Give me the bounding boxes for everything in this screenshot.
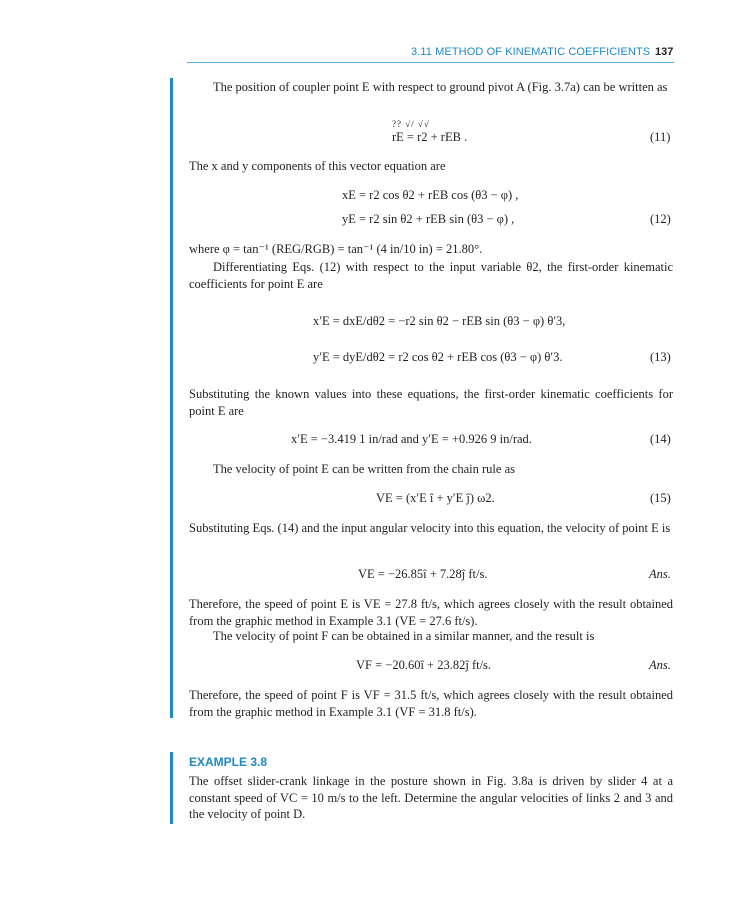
paragraph: Substituting Eqs. (14) and the input angular velocity into this equation, the velocity of point E is — [189, 521, 671, 535]
example-text: The offset slider-crank linkage in the posture shown in Fig. 3.8a is driven by slider 4 at a constant speed of VC = 10 m/s to the left. Determine the angular velocities of links 2 and 3 and the velocity of point D. — [189, 774, 673, 821]
equation-vf: VF = −20.60î + 23.82ĵ ft/s. — [356, 658, 492, 672]
example-bar — [170, 752, 173, 824]
equation-14: x′E = −3.419 1 in/rad and y′E = +0.926 9 in/rad. — [291, 432, 532, 446]
page-number: 137 — [655, 46, 674, 58]
equation-12b: yE = r2 sin θ2 + rEB sin (θ3 − φ) , — [342, 212, 515, 226]
paragraph: Therefore, the speed of point E is VE = 27.8 ft/s, which agrees closely with the result obtained from the graphic method in Example 3.1 (VE = 27.6 ft/s). — [189, 597, 673, 628]
continuation-bar — [170, 78, 173, 718]
equation-number: (14) — [650, 432, 671, 446]
equation-13a: x′E = dxE/dθ2 = −r2 sin θ2 − rEB sin (θ3 − φ) θ′3, — [313, 314, 566, 328]
example-title: EXAMPLE 3.8 — [189, 755, 268, 769]
equation-number: (15) — [650, 491, 671, 505]
header-rule — [187, 62, 674, 63]
paragraph: The velocity of point F can be obtained in a similar manner, and the result is — [213, 629, 595, 643]
paragraph: Substituting the known values into these equations, the first-order kinematic coefficients for point E are — [189, 387, 673, 418]
paragraph: where φ = tan⁻¹ (REG/RGB) = tan⁻¹ (4 in/10 in) = 21.80°. — [189, 242, 483, 256]
answer-label: Ans. — [649, 567, 671, 581]
equation-12a: xE = r2 cos θ2 + rEB cos (θ3 − φ) , — [342, 188, 519, 202]
equation-ve: VE = −26.85î + 7.28ĵ ft/s. — [358, 567, 488, 581]
paragraph: The velocity of point E can be written from the chain rule as — [213, 462, 515, 476]
equation-15: VE = (x′E î + y′E ĵ) ω2. — [376, 491, 495, 505]
equation-number: (11) — [650, 130, 671, 144]
paragraph: Differentiating Eqs. (12) with respect to the input variable θ2, the first-order kinematic coefficients for point E are — [189, 260, 673, 291]
eq11-check-marks: ?? √/ √√ — [392, 119, 430, 129]
equation-number: (13) — [650, 350, 671, 364]
answer-label: Ans. — [649, 658, 671, 672]
paragraph: Therefore, the speed of point F is VF = 31.5 ft/s, which agrees closely with the result obtained from the graphic method in Example 3.1 (VF = 31.8 ft/s). — [189, 688, 673, 719]
equation-13b: y′E = dyE/dθ2 = r2 cos θ2 + rEB cos (θ3 − φ) θ′3. — [313, 350, 563, 364]
paragraph: The x and y components of this vector equation are — [189, 159, 446, 173]
equation-11: rE = r2 + rEB . — [392, 130, 468, 144]
paragraph: The position of coupler point E with respect to ground pivot A (Fig. 3.7a) can be written as — [213, 80, 668, 94]
equation-number: (12) — [650, 212, 671, 226]
running-header-title: 3.11 METHOD OF KINEMATIC COEFFICIENTS — [411, 46, 651, 58]
